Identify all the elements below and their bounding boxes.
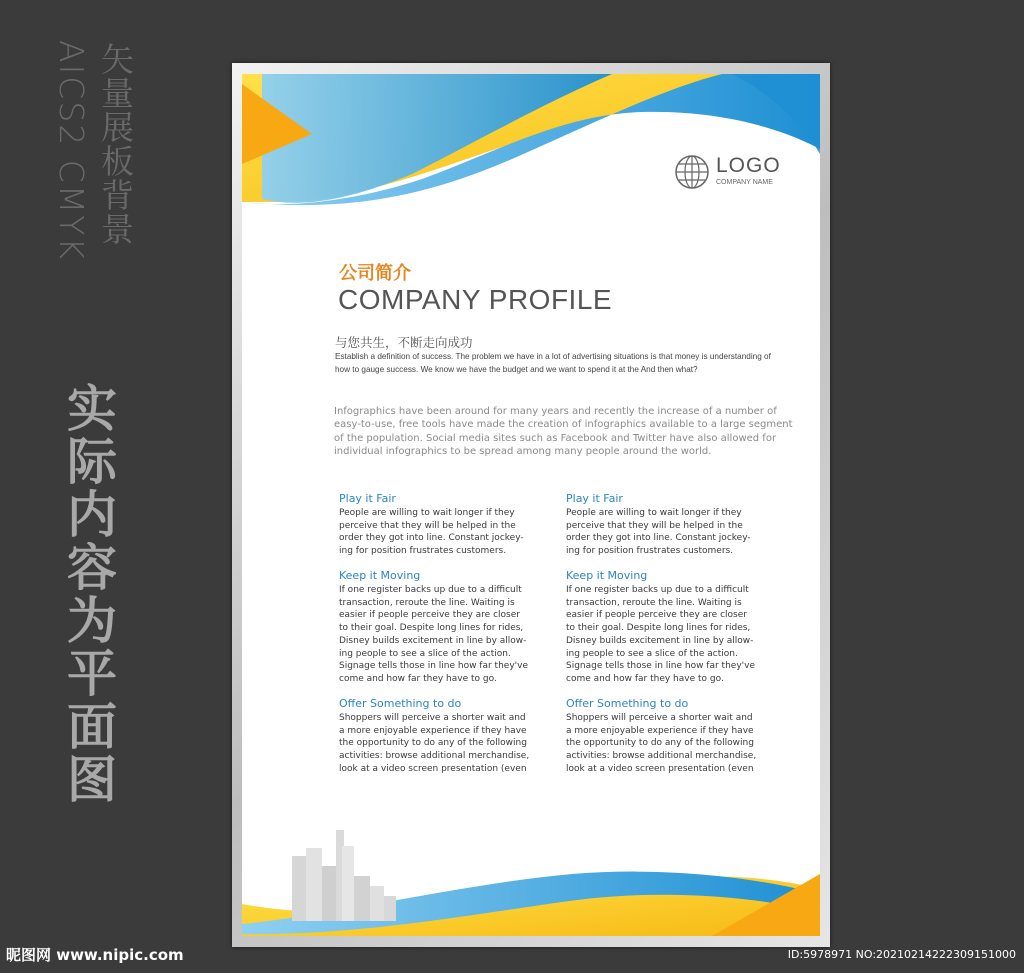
footer-id: ID:5978971 NO:20210214222309151000 [787, 948, 1016, 961]
title-en: COMPANY PROFILE [338, 284, 613, 315]
slogan-cn: 与您共生，不断走向成功 [335, 335, 473, 350]
logo-text: LOGO [716, 154, 781, 177]
intro-paragraph-2: Infographics have been around for many years and recently the increase of a number of easy-to-use, free tools have made the creation of infographics available to a large segment of the population. Social media sites such as Facebook and Twitter have also allowed for individual infographics to be spread among many people around the world. [334, 406, 793, 457]
section-body: Shoppers will perceive a shorter wait and a more enjoyable experience if they have the opportunity to do any of the following activities: browse additional merchandise, look at a video screen presentation (even [566, 713, 757, 774]
section [339, 697, 549, 776]
section-title: Play it Fair [339, 492, 396, 505]
side-note: 实际内容为平面图 [59, 382, 117, 806]
section-title: Keep it Moving [339, 569, 421, 582]
intro-paragraph-1: Establish a definition of success. The problem we have in a lot of advertising situations is that money is understanding of how to gauge success. We know we have the budget and we want to spend it at the And then what? [335, 352, 771, 374]
section-title: Play it Fair [566, 492, 623, 505]
globe-icon [674, 154, 710, 190]
footer-site: 昵图网 www.nipic.com [6, 946, 184, 964]
section-body: If one register backs up due to a difficult transaction, reroute the line. Waiting is easier if people perceive they are closer to their goal. Despite long lines for rides, Disney builds excitement in line by allow- ing people to see a slice of the action. Signage tells those in line how far they've come and how far they have to go. [339, 585, 528, 684]
section [566, 697, 776, 776]
section-body: People are willing to wait longer if they perceive that they will be helped in the order they got into line. Constant jockey- ing for position frustrates customers. [566, 508, 751, 557]
poster [242, 74, 820, 936]
section [339, 492, 549, 558]
section-body: Shoppers will perceive a shorter wait and a more enjoyable experience if they have the opportunity to do any of the following activities: browse additional merchandise, look at a video screen presentation (even [339, 713, 530, 774]
section-title: Keep it Moving [566, 569, 648, 582]
section [339, 569, 549, 686]
section [566, 569, 776, 686]
logo-company-name: COMPANY NAME [716, 179, 773, 186]
section-title: Offer Something to do [339, 697, 462, 710]
section-body: If one register backs up due to a difficult transaction, reroute the line. Waiting is easier if people perceive they are closer to their goal. Despite long lines for rides, Disney builds excitement in line by allow- ing people to see a slice of the action. Signage tells those in line how far they've come and how far they have to go. [566, 585, 755, 684]
side-vertical-label [50, 40, 140, 280]
title-cn: 公司简介 [339, 263, 411, 284]
city-buildings-graphic [292, 826, 422, 921]
company-logo [674, 154, 814, 194]
side-vertical-cn: 矢量展板背景 [96, 42, 135, 246]
section-title: Offer Something to do [566, 697, 689, 710]
side-vertical-en: AICS2 CMYK [52, 40, 91, 262]
section [566, 492, 776, 558]
section-body: People are willing to wait longer if they perceive that they will be helped in the order they got into line. Constant jockey- ing for position frustrates customers. [339, 508, 524, 557]
